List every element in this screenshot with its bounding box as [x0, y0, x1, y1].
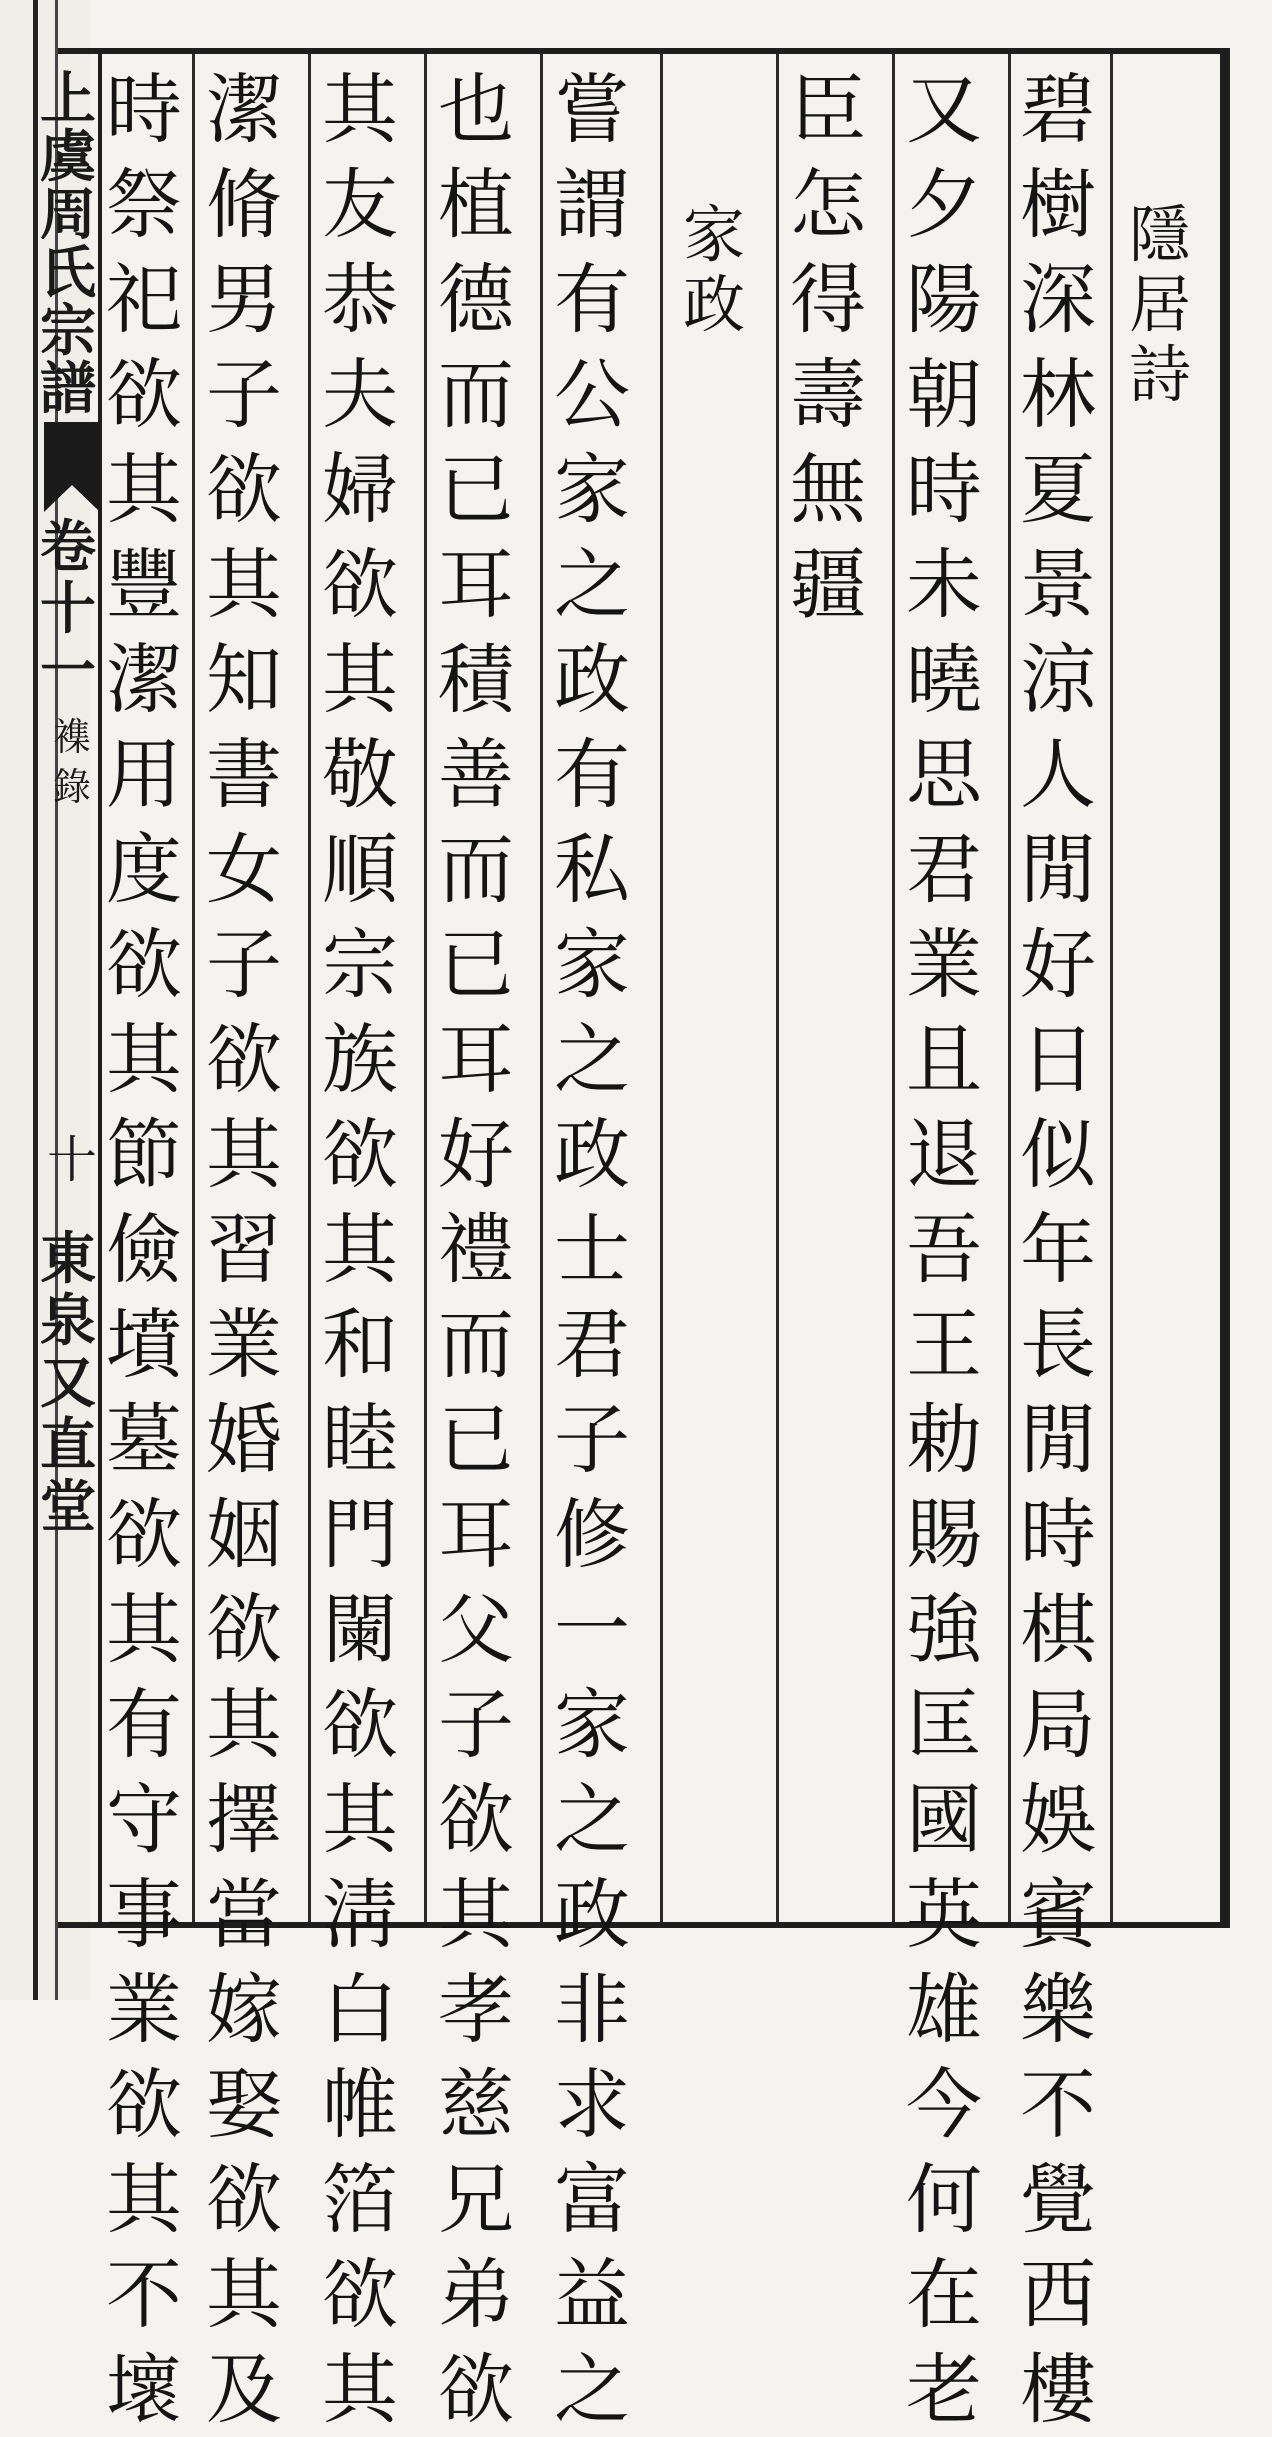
glyph: 婦	[322, 445, 398, 534]
glyph: 曉	[906, 635, 982, 724]
glyph: 十	[47, 1131, 97, 1189]
glyph: 時	[106, 65, 182, 154]
glyph: 襍	[52, 715, 91, 759]
glyph: 欲	[438, 1775, 514, 1864]
text-column-6	[428, 62, 524, 2437]
glyph: 西	[1020, 2250, 1096, 2339]
glyph: 欲	[106, 2060, 182, 2149]
glyph: 強	[906, 1585, 982, 1674]
glyph: 欲	[206, 2155, 282, 2244]
glyph: 其	[322, 2345, 398, 2434]
glyph: 之	[554, 1015, 630, 1104]
glyph: 閒	[1020, 825, 1096, 914]
glyph: 順	[322, 825, 398, 914]
column-rule	[192, 54, 195, 1922]
glyph: 父	[438, 1585, 514, 1674]
glyph: 其	[438, 1870, 514, 1959]
glyph: 善	[438, 730, 514, 819]
glyph: 長	[1020, 1300, 1096, 1389]
glyph: 似	[1020, 1110, 1096, 1199]
text-column-2	[896, 62, 992, 2437]
glyph: 涼	[1020, 635, 1096, 724]
glyph: 德	[438, 255, 514, 344]
glyph: 而	[438, 1300, 514, 1389]
glyph: 豐	[106, 540, 182, 629]
glyph: 臣	[790, 65, 866, 154]
glyph: 宗	[40, 298, 96, 364]
glyph: 且	[906, 1015, 982, 1104]
glyph: 陽	[906, 255, 982, 344]
glyph: 時	[1020, 1490, 1096, 1579]
glyph: 慈	[438, 2060, 514, 2149]
glyph: 恭	[322, 255, 398, 344]
glyph: 卷	[40, 514, 96, 580]
glyph: 子	[206, 920, 282, 1009]
glyph: 得	[790, 255, 866, 344]
glyph: 婚	[206, 1395, 282, 1484]
glyph: 富	[554, 2155, 630, 2244]
glyph: 而	[438, 825, 514, 914]
glyph: 賓	[1020, 1870, 1096, 1959]
glyph: 政	[554, 1110, 630, 1199]
glyph: 欲	[322, 1680, 398, 1769]
glyph: 英	[906, 1870, 982, 1959]
glyph: 景	[1020, 540, 1096, 629]
column-rule	[308, 54, 311, 1922]
glyph: 老	[906, 2345, 982, 2434]
glyph: 潔	[206, 65, 282, 154]
glyph: 墓	[106, 1395, 182, 1484]
block-heart	[40, 66, 104, 1540]
glyph: 閒	[1020, 1395, 1096, 1484]
glyph: 未	[906, 540, 982, 629]
text-column-5	[544, 62, 640, 2437]
glyph: 朝	[906, 350, 982, 439]
glyph: 當	[206, 1870, 282, 1959]
glyph: 其	[206, 1110, 282, 1199]
glyph: 其	[106, 1015, 182, 1104]
glyph: 求	[554, 2060, 630, 2149]
glyph: 欲	[438, 2345, 514, 2434]
glyph: 其	[106, 1585, 182, 1674]
glyph: 上	[40, 66, 96, 132]
glyph: 君	[906, 825, 982, 914]
glyph: 守	[106, 1775, 182, 1864]
glyph: 書	[206, 730, 282, 819]
glyph: 直	[40, 1412, 96, 1478]
glyph: 東	[40, 1226, 96, 1292]
glyph: 耳	[438, 1490, 514, 1579]
glyph: 疆	[790, 540, 866, 629]
text-column-1	[1010, 62, 1106, 2437]
glyph: 怎	[790, 160, 866, 249]
glyph: 益	[554, 2250, 630, 2339]
glyph: 有	[554, 730, 630, 819]
glyph: 節	[106, 1110, 182, 1199]
glyph: 年	[1020, 1205, 1096, 1294]
glyph: 業	[906, 920, 982, 1009]
glyph: 好	[438, 1110, 514, 1199]
glyph: 詩	[1128, 338, 1191, 411]
glyph: 用	[106, 730, 182, 819]
glyph: 兄	[438, 2155, 514, 2244]
glyph: 又	[40, 1350, 96, 1416]
page-number	[47, 1132, 97, 1188]
glyph: 脩	[206, 160, 282, 249]
glyph: 思	[906, 730, 982, 819]
glyph: 耳	[438, 540, 514, 629]
glyph: 之	[554, 1775, 630, 1864]
glyph: 何	[906, 2155, 982, 2244]
glyph: 積	[438, 635, 514, 724]
glyph: 族	[322, 1015, 398, 1104]
glyph: 賜	[906, 1490, 982, 1579]
text-column-8	[196, 62, 292, 2437]
glyph: 欲	[206, 1015, 282, 1104]
glyph: 之	[554, 2345, 630, 2434]
glyph: 其	[322, 65, 398, 154]
glyph: 虞	[40, 124, 96, 190]
glyph: 有	[106, 1680, 182, 1769]
glyph: 隱	[1128, 198, 1191, 271]
glyph: 祭	[106, 160, 182, 249]
glyph: 業	[206, 1300, 282, 1389]
book-title	[40, 66, 104, 422]
glyph: 居	[1128, 268, 1191, 341]
glyph: 事	[106, 1870, 182, 1959]
glyph: 夏	[1020, 445, 1096, 534]
glyph: 耳	[438, 1015, 514, 1104]
glyph: 敬	[322, 730, 398, 819]
glyph: 一	[40, 638, 96, 704]
glyph: 已	[438, 1395, 514, 1484]
column-rule	[892, 54, 895, 1922]
glyph: 好	[1020, 920, 1096, 1009]
glyph: 嫁	[206, 1965, 282, 2054]
glyph: 政	[554, 635, 630, 724]
glyph: 政	[682, 268, 745, 341]
glyph: 錄	[52, 765, 91, 809]
glyph: 今	[906, 2060, 982, 2149]
glyph: 雄	[906, 1965, 982, 2054]
glyph: 姻	[206, 1490, 282, 1579]
glyph: 墳	[106, 1300, 182, 1389]
text-column-9	[96, 62, 192, 2437]
glyph: 知	[206, 635, 282, 724]
glyph: 子	[206, 350, 282, 439]
glyph: 及	[206, 2345, 282, 2434]
glyph: 和	[322, 1300, 398, 1389]
glyph: 周	[40, 182, 96, 248]
column-rule	[776, 54, 779, 1922]
glyph: 吾	[906, 1205, 982, 1294]
glyph: 欲	[206, 445, 282, 534]
glyph: 一	[554, 1585, 630, 1674]
glyph: 欲	[322, 1110, 398, 1199]
poem-title	[1112, 200, 1208, 410]
glyph: 公	[554, 350, 630, 439]
glyph: 也	[438, 65, 514, 154]
glyph: 不	[1020, 2060, 1096, 2149]
column-rule	[540, 54, 543, 1922]
glyph: 闌	[322, 1585, 398, 1674]
glyph: 而	[438, 350, 514, 439]
glyph: 其	[206, 1680, 282, 1769]
glyph: 國	[906, 1775, 982, 1864]
volume-label	[40, 516, 104, 702]
glyph: 無	[790, 445, 866, 534]
glyph: 已	[438, 920, 514, 1009]
glyph: 弟	[438, 2250, 514, 2339]
text-column-3	[780, 62, 876, 632]
glyph: 家	[682, 198, 745, 271]
glyph: 私	[554, 825, 630, 914]
glyph: 家	[554, 445, 630, 534]
glyph: 謂	[554, 160, 630, 249]
glyph: 門	[322, 1490, 398, 1579]
glyph: 壽	[790, 350, 866, 439]
glyph: 在	[906, 2250, 982, 2339]
glyph: 男	[206, 255, 282, 344]
binding-rule	[33, 0, 38, 2000]
glyph: 儉	[106, 1205, 182, 1294]
glyph: 娛	[1020, 1775, 1096, 1864]
hall-name	[40, 1228, 104, 1538]
glyph: 壞	[106, 2345, 182, 2434]
glyph: 女	[206, 825, 282, 914]
glyph: 其	[322, 635, 398, 724]
glyph: 祀	[106, 255, 182, 344]
glyph: 度	[106, 825, 182, 914]
glyph: 時	[906, 445, 982, 534]
fish-tail-mark	[44, 422, 100, 512]
glyph: 其	[322, 1775, 398, 1864]
glyph: 修	[554, 1490, 630, 1579]
glyph: 不	[106, 2250, 182, 2339]
glyph: 樓	[1020, 2345, 1096, 2434]
glyph: 友	[322, 160, 398, 249]
glyph: 其	[206, 540, 282, 629]
glyph: 欲	[106, 350, 182, 439]
glyph: 業	[106, 1965, 182, 2054]
glyph: 覺	[1020, 2155, 1096, 2244]
glyph: 又	[906, 65, 982, 154]
glyph: 君	[554, 1300, 630, 1389]
glyph: 其	[106, 445, 182, 534]
glyph: 已	[438, 445, 514, 534]
section-label	[53, 712, 91, 812]
glyph: 嘗	[554, 65, 630, 154]
column-rule	[424, 54, 427, 1922]
glyph: 帷	[322, 2060, 398, 2149]
glyph: 欲	[206, 1585, 282, 1674]
glyph: 勅	[906, 1395, 982, 1484]
glyph: 林	[1020, 350, 1096, 439]
glyph: 習	[206, 1205, 282, 1294]
glyph: 睦	[322, 1395, 398, 1484]
glyph: 政	[554, 1870, 630, 1959]
glyph: 深	[1020, 255, 1096, 344]
glyph: 箔	[322, 2155, 398, 2244]
glyph: 欲	[106, 920, 182, 1009]
glyph: 局	[1020, 1680, 1096, 1769]
glyph: 家	[554, 1680, 630, 1769]
glyph: 宗	[322, 920, 398, 1009]
glyph: 白	[322, 1965, 398, 2054]
glyph: 士	[554, 1205, 630, 1294]
glyph: 子	[554, 1395, 630, 1484]
glyph: 禮	[438, 1205, 514, 1294]
glyph: 潔	[106, 635, 182, 724]
glyph: 棋	[1020, 1585, 1096, 1674]
glyph: 堂	[40, 1474, 96, 1540]
glyph: 子	[438, 1680, 514, 1769]
glyph: 欲	[322, 2250, 398, 2339]
glyph: 人	[1020, 730, 1096, 819]
glyph: 其	[322, 1205, 398, 1294]
glyph: 其	[106, 2155, 182, 2244]
glyph: 擇	[206, 1775, 282, 1864]
glyph: 夕	[906, 160, 982, 249]
glyph: 欲	[322, 540, 398, 629]
text-column-7	[312, 62, 408, 2437]
glyph: 家	[554, 920, 630, 1009]
glyph: 欲	[106, 1490, 182, 1579]
glyph: 退	[906, 1110, 982, 1199]
glyph: 氏	[40, 240, 96, 306]
column-rule	[660, 54, 663, 1922]
glyph: 泉	[40, 1288, 96, 1354]
glyph: 其	[206, 2250, 282, 2339]
glyph: 淸	[322, 1870, 398, 1959]
glyph: 娶	[206, 2060, 282, 2149]
glyph: 夫	[322, 350, 398, 439]
glyph: 碧	[1020, 65, 1096, 154]
glyph: 王	[906, 1300, 982, 1389]
glyph: 十	[40, 576, 96, 642]
glyph: 日	[1020, 1015, 1096, 1104]
glyph: 有	[554, 255, 630, 344]
glyph: 植	[438, 160, 514, 249]
glyph: 匡	[906, 1680, 982, 1769]
glyph: 孝	[438, 1965, 514, 2054]
section-heading	[666, 200, 762, 340]
glyph: 樹	[1020, 160, 1096, 249]
glyph: 非	[554, 1965, 630, 2054]
glyph: 之	[554, 540, 630, 629]
glyph: 樂	[1020, 1965, 1096, 2054]
glyph: 譜	[40, 356, 96, 422]
